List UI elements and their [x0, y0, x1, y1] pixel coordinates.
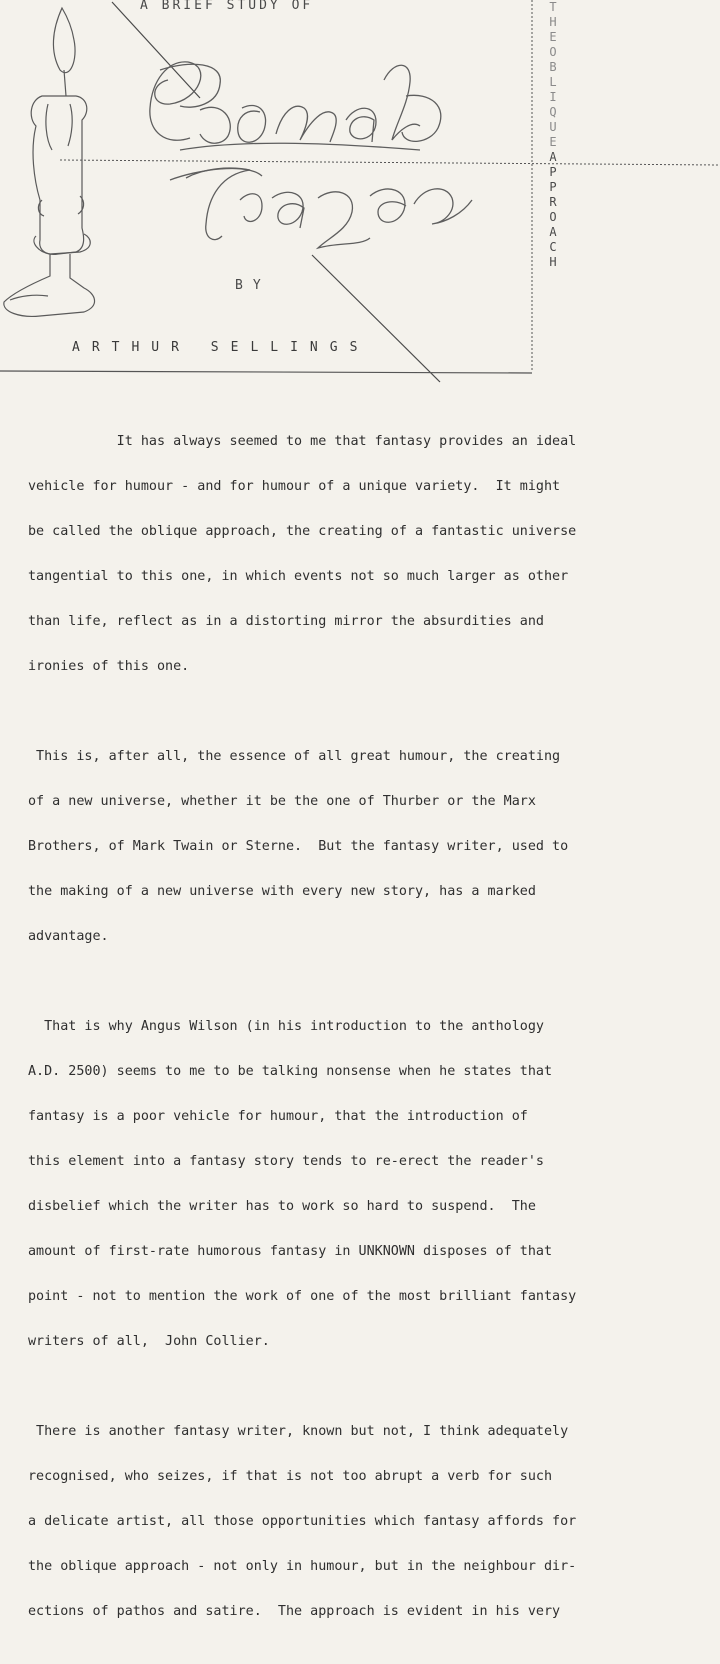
text-line: That is why Angus Wilson (in his introduction to the anthology — [28, 1019, 544, 1034]
side-heading-letter: T — [549, 0, 557, 14]
side-heading — [542, 0, 564, 270]
side-heading-letter: Q — [549, 105, 557, 119]
by-label: BY — [235, 278, 271, 293]
text-line: the making of a new universe with every new story, has a marked — [28, 884, 536, 899]
text-line: ironies of this one. — [28, 659, 190, 674]
text-line: this element into a fantasy story tends to re-erect the reader's — [28, 1154, 544, 1169]
text-line: There is another fantasy writer, known but not, I think adequately — [28, 1424, 569, 1439]
text-line: fantasy is a poor vehicle for humour, that the introduction of — [28, 1109, 528, 1124]
horizontal-rule-middle — [60, 160, 720, 165]
text-line: This is, after all, the essence of all great humour, the creating — [28, 749, 561, 764]
study-title: A BRIEF STUDY OF — [140, 0, 314, 13]
side-heading-letter: A — [549, 225, 557, 239]
diagonal-line-bottom — [312, 255, 440, 382]
text-line: the oblique approach - not only in humour, but in the neighbour dir- — [28, 1559, 577, 1574]
header-bottom-rule — [0, 371, 532, 373]
text-line: than life, reflect as in a distorting mirror the absurdities and — [28, 614, 544, 629]
paragraph-4 — [28, 1394, 718, 1649]
text-line: advantage. — [28, 929, 109, 944]
text-line: of a new universe, whether it be the one of Thurber or the Marx — [28, 794, 536, 809]
text-line: vehicle for humour - and for humour of a unique variety. It might — [28, 479, 561, 494]
side-heading-letter: E — [549, 30, 557, 44]
candle-illustration — [4, 8, 95, 316]
text-line: be called the oblique approach, the creating of a fantastic universe — [28, 524, 577, 539]
side-heading-letter: E — [549, 135, 557, 149]
side-heading-letter: P — [549, 165, 557, 179]
text-line: writers of all, John Collier. — [28, 1334, 270, 1349]
side-heading-letter: H — [549, 255, 557, 269]
text-line: Brothers, of Mark Twain or Sterne. But the fantasy writer, used to — [28, 839, 569, 854]
side-heading-letter: R — [549, 195, 557, 209]
text-line: a delicate artist, all those opportunities which fantasy affords for — [28, 1514, 577, 1529]
text-line: It has always seemed to me that fantasy provides an ideal — [28, 434, 577, 449]
text-line: point - not to mention the work of one of the most brilliant fantasy — [28, 1289, 577, 1304]
text-line: tangential to this one, in which events not so much larger as other — [28, 569, 569, 584]
text-line: disbelief which the writer has to work so hard to suspend. The — [28, 1199, 536, 1214]
side-heading-letter: A — [549, 150, 557, 164]
author-name: ARTHUR SELLINGS — [72, 340, 370, 355]
paragraph-1 — [28, 404, 718, 704]
side-heading-letter: O — [549, 45, 557, 59]
text-line: A.D. 2500) seems to me to be talking nonsense when he states that — [28, 1064, 553, 1079]
paragraph-3 — [28, 989, 718, 1379]
side-heading-letter: O — [549, 210, 557, 224]
paragraph-2 — [28, 719, 718, 974]
side-heading-letter: U — [549, 120, 557, 134]
side-heading-letter: L — [549, 75, 557, 89]
text-line: recognised, who seizes, if that is not too abrupt a verb for such — [28, 1469, 553, 1484]
side-heading-letter: B — [549, 60, 557, 74]
text-line: amount of first-rate humorous fantasy in UNKNOWN disposes of that — [28, 1244, 553, 1259]
side-heading-letter: H — [549, 15, 557, 29]
article-body — [28, 404, 718, 1664]
side-heading-letter: I — [549, 90, 557, 104]
side-heading-letter: P — [549, 180, 557, 194]
text-line: ections of pathos and satire. The approach is evident in his very — [28, 1604, 561, 1619]
script-name-lettering — [150, 62, 472, 248]
side-heading-letter: C — [549, 240, 557, 254]
